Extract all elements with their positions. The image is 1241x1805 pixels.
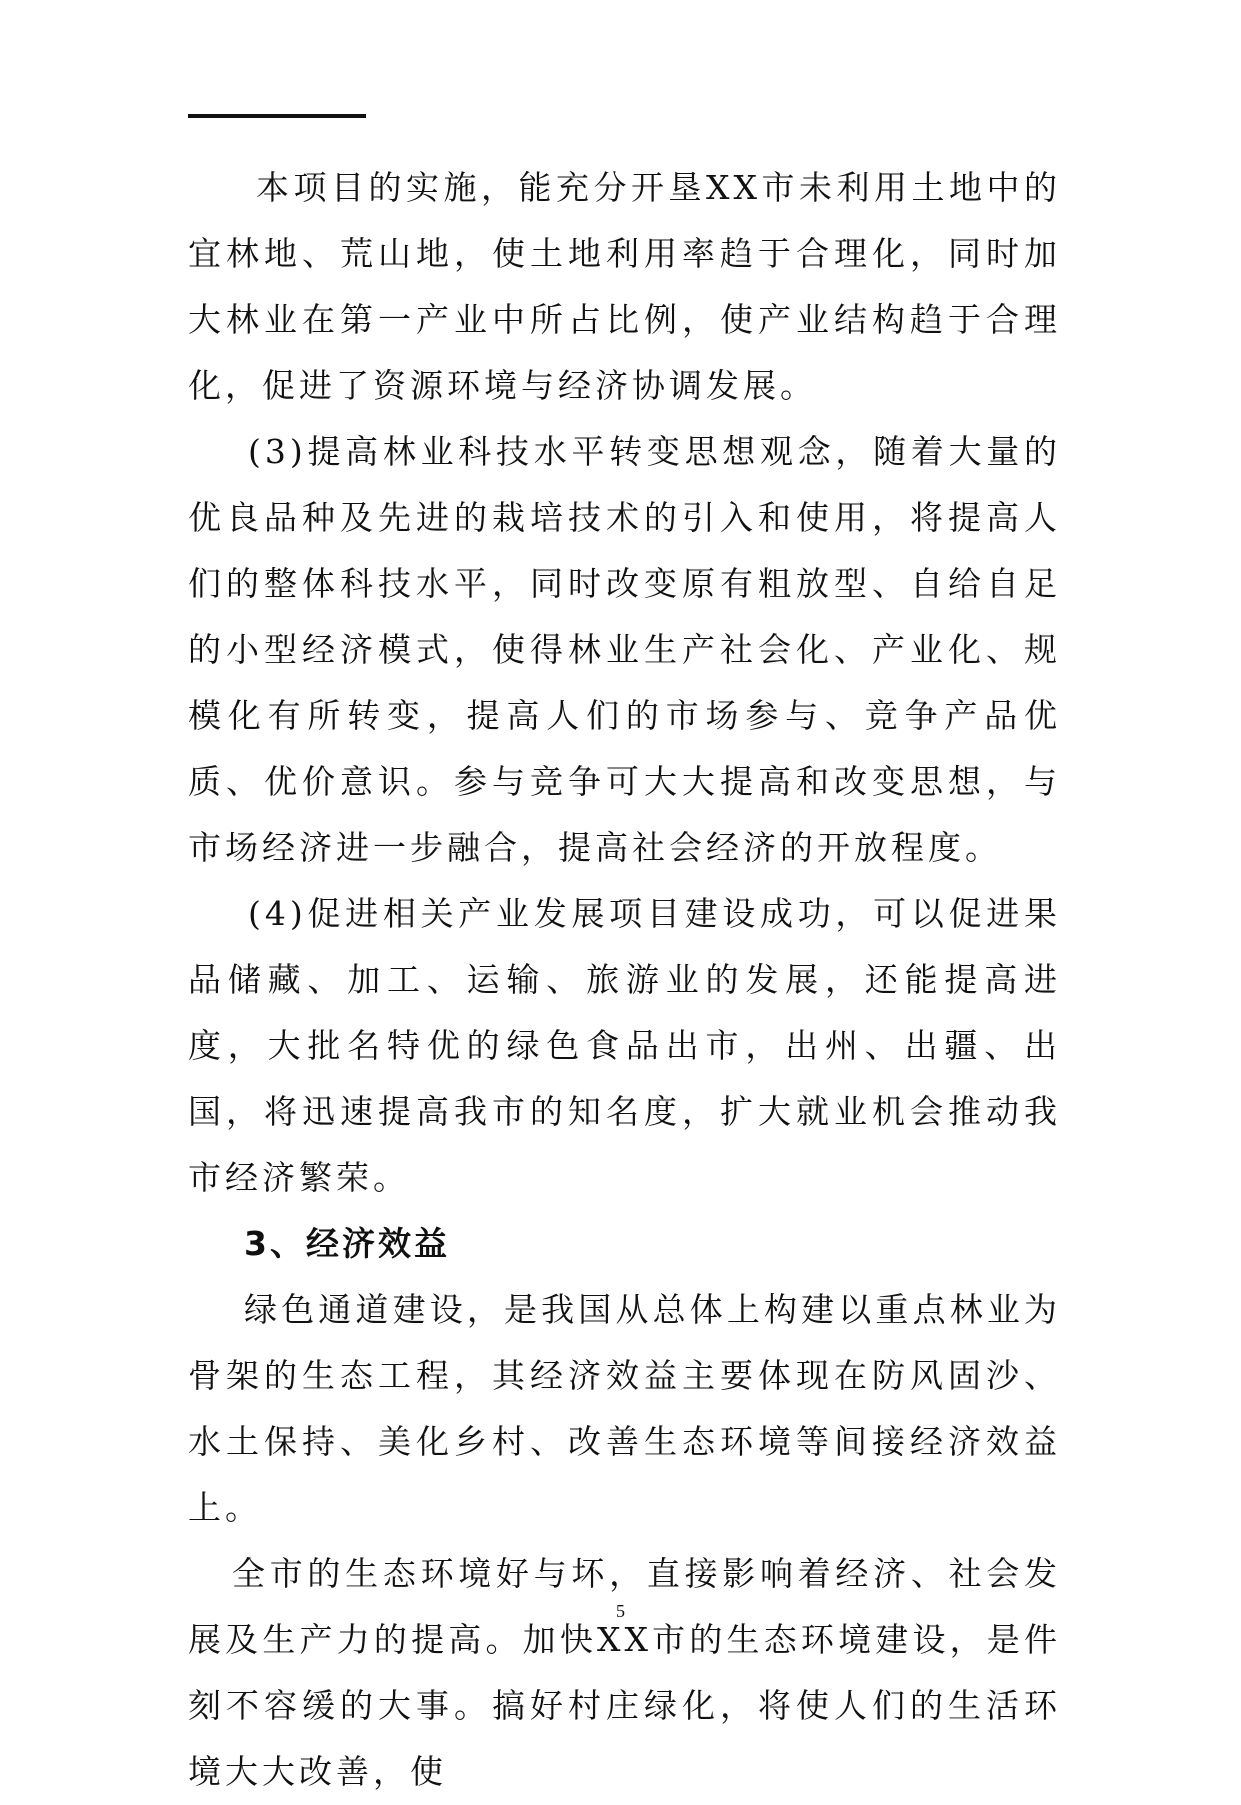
paragraph-project-implementation: 本项目的实施，能充分开垦XX市未利用土地中的宜林地、荒山地，使土地利用率趋于合理化，同时加大林业在第一产业中所占比例，使产业结构趋于合理化，促进了资源环境与经济协调发展。 (188, 168, 1061, 405)
top-rule (188, 114, 366, 118)
page-number: 5 (616, 1601, 625, 1621)
paragraph-related-industries: (4)促进相关产业发展项目建设成功，可以促进果品储藏、加工、运输、旅游业的发展，还能提高进度，大批名特优的绿色食品出市，出州、出疆、出国，将迅速提高我市的知名度，扩大就业机会推动我市经济繁荣。 (188, 894, 1061, 1197)
paragraph-tech-level: (3)提高林业科技水平转变思想观念，随着大量的优良品种及先进的栽培技术的引入和使用，将提高人们的整体科技水平，同时改变原有粗放型、自给自足的小型经济模式，使得林业生产社会化、产业化、规模化有所转变，提高人们的市场参与、竞争产品优质、优价意识。参与竞争可大大提高和改变思想，与市场经济进一步融合，提高社会经济的开放程度。 (188, 432, 1061, 867)
document-body (188, 155, 1061, 1805)
paragraph-ecological-environment: 全市的生态环境好与坏，直接影响着经济、社会发展及生产力的提高。加快XX市的生态环境建设，是件刻不容缓的大事。搞好村庄绿化，将使人们的生活环境大大改善，使 (188, 1554, 1061, 1791)
section-heading: 3、经济效益 (244, 1224, 450, 1263)
paragraph-green-corridor: 绿色通道建设，是我国从总体上构建以重点林业为骨架的生态工程，其经济效益主要体现在防风固沙、水土保持、美化乡村、改善生态环境等间接经济效益上。 (188, 1290, 1061, 1527)
